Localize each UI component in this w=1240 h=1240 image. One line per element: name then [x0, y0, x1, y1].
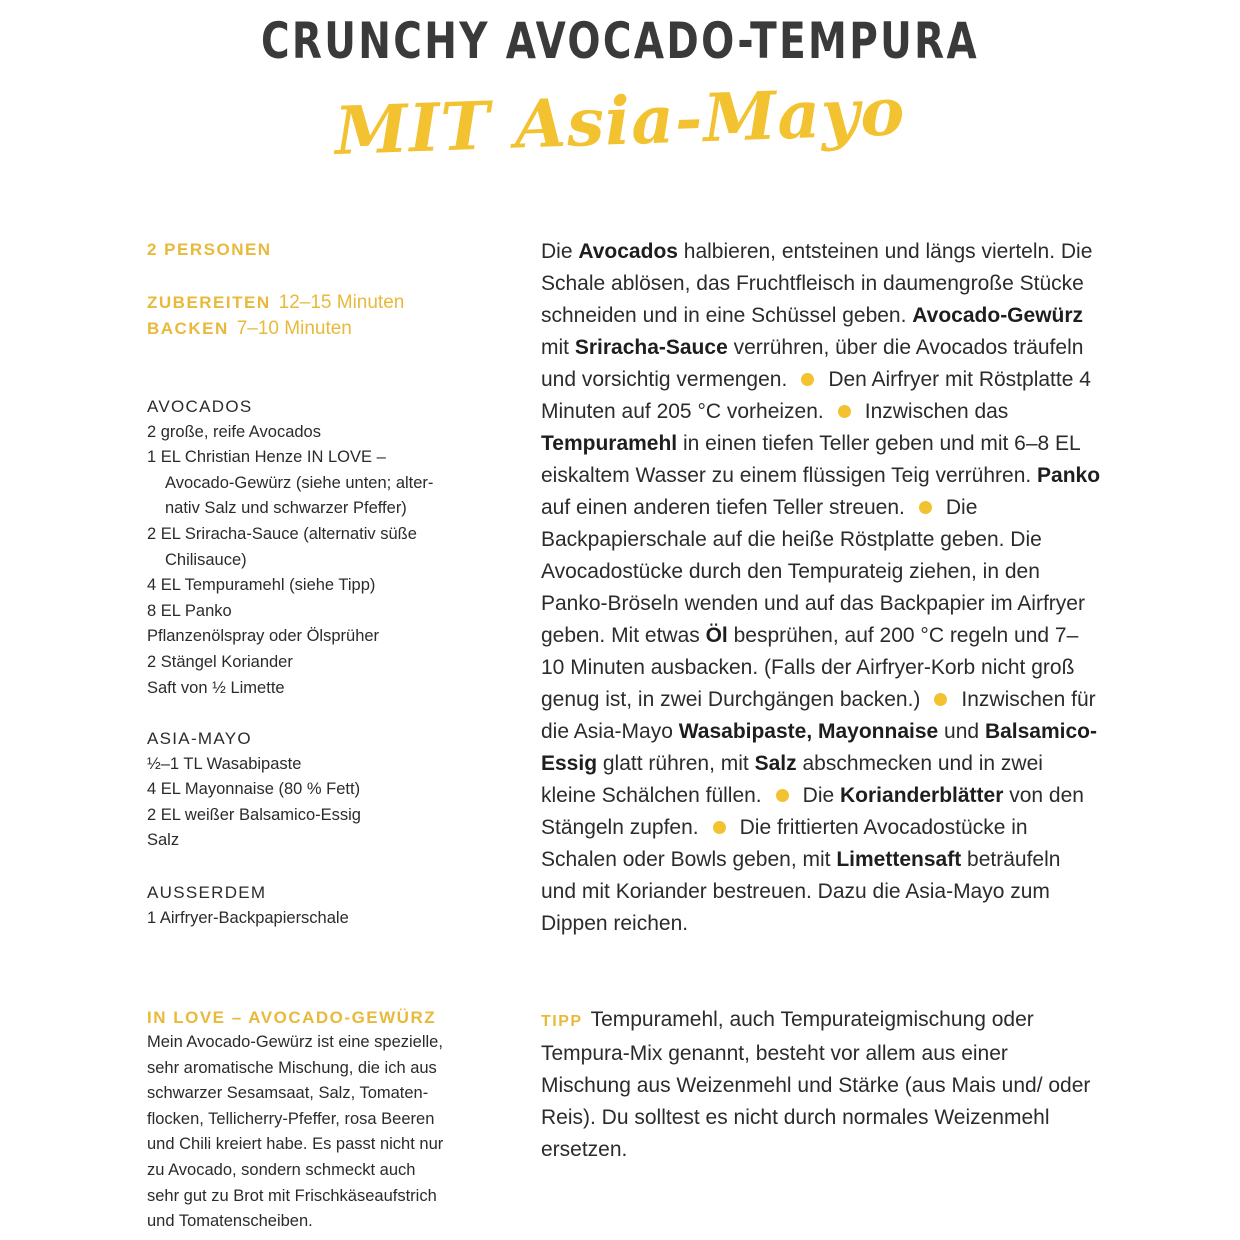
ingredients-ausserdem — [147, 880, 349, 931]
text-line: und Tomatenscheiben. — [147, 1212, 313, 1231]
bake-time-value: 7–10 Minuten — [236, 318, 352, 339]
ingredient-item: 4 EL Tempuramehl (siehe Tipp) — [147, 576, 376, 595]
highlight-ingredient: Öl — [705, 624, 728, 647]
instruction-text: besprühen, auf 200 °C regeln und 7–10 Minuten ausbacken. (Falls der Airfryer-Korb nicht groß genug ist, in zwei Durchgängen backen.) — [541, 624, 1079, 711]
text-line: flocken, Tellicherry-Pfeffer, rosa Beeren — [147, 1109, 435, 1128]
highlight-ingredient: Sriracha-Sauce — [574, 336, 728, 359]
ingredient-item: 8 EL Panko — [147, 601, 232, 620]
instruction-text: auf einen anderen tiefen Teller streuen. — [541, 496, 905, 519]
instruction-text: in einen tiefen Teller geben und mit 6–8 EL eiskaltem Wasser zu einem flüssigen Teig verrühren. — [541, 432, 1080, 487]
ingredients-avocados — [147, 394, 433, 701]
text-line: zu Avocado, sondern schmeckt auch — [147, 1160, 416, 1179]
prep-time-value: 12–15 Minuten — [278, 292, 405, 313]
section-heading: AVOCADOS — [147, 397, 253, 416]
ingredient-item: Salz — [147, 831, 180, 850]
ingredient-item: Avocado-Gewürz (siehe unten; alter- — [165, 473, 434, 492]
highlight-ingredient: Korianderblätter — [840, 784, 1004, 807]
ingredient-item: 2 Stängel Koriander — [147, 652, 293, 671]
instruction-text: glatt rühren, mit — [597, 752, 755, 775]
step-bullet-icon — [838, 405, 851, 418]
in-love-text — [147, 1030, 477, 1235]
text-line: sehr aromatische Mischung, die ich aus — [147, 1058, 437, 1077]
ingredient-item: 2 große, reife Avocados — [147, 422, 321, 441]
tip-label: TIPP — [541, 1013, 583, 1030]
step-bullet-icon — [934, 693, 947, 706]
instruction-text: und — [938, 720, 985, 743]
highlight-ingredient: Avocado-Gewürz — [912, 304, 1084, 327]
instruction-text: beträufeln und mit Koriander bestreuen. Dazu die Asia-Mayo zum Dippen reichen. — [541, 848, 1061, 935]
instruction-text: mit — [541, 336, 575, 359]
instructions-text — [541, 236, 1101, 940]
instruction-text: halbieren, entsteinen und längs vierteln. Die Schale ablösen, das Fruchtfleisch in daumengroße Stücke schneiden und in eine Schüssel geben. — [541, 240, 1093, 327]
ingredient-item: 2 EL weißer Balsamico-Essig — [147, 805, 361, 824]
instruction-text: Inzwischen das — [864, 400, 1009, 423]
ingredients-asia-mayo — [147, 726, 361, 854]
instruction-text: Die — [541, 240, 579, 263]
instruction-text: verrühren, über die Avocados träufeln und vorsichtig vermengen. — [541, 336, 1084, 391]
ingredient-item: 1 EL Christian Henze IN LOVE – — [147, 448, 386, 467]
instruction-text: Die — [802, 784, 841, 807]
highlight-ingredient: Salz — [754, 752, 797, 775]
prep-time — [147, 292, 404, 314]
instruction-text: Inzwischen für die Asia-Mayo — [541, 688, 1096, 743]
in-love-heading: IN LOVE – AVOCADO-GEWÜRZ — [147, 1008, 437, 1027]
instruction-text: Den Airfryer mit Röstplatte 4 Minuten auf 205 °C vorheizen. — [541, 368, 1091, 423]
section-heading: AUSSERDEM — [147, 883, 267, 902]
text-line: schwarzer Sesamsaat, Salz, Tomaten- — [147, 1084, 429, 1103]
ingredient-item: 1 Airfryer-Backpapierschale — [147, 908, 349, 927]
bake-time-label: BACKEN — [147, 319, 229, 338]
instruction-text: Die Backpapierschale auf die heiße Röstplatte geben. Die Avocadostücke durch den Tempurateig ziehen, in den Panko-Bröseln wenden und auf das Backpapier im Airfryer geben. Mit etwas — [541, 496, 1085, 647]
highlight-ingredient: Avocados — [578, 240, 678, 263]
instruction-text: Die frittierten Avocadostücke in Schalen oder Bowls geben, mit — [541, 816, 1028, 871]
instruction-text: abschmecken und in zwei kleine Schälchen füllen. — [541, 752, 1043, 807]
text-line: sehr gut zu Brot mit Frischkäseaufstrich — [147, 1186, 437, 1205]
ingredient-item: 4 EL Mayonnaise (80 % Fett) — [147, 780, 361, 799]
ingredient-item: ½–1 TL Wasabipaste — [147, 754, 302, 773]
in-love-box — [147, 1008, 477, 1235]
highlight-ingredient: Wasabipaste, Mayonnaise — [678, 720, 939, 743]
step-bullet-icon — [776, 789, 789, 802]
bake-time — [147, 318, 352, 340]
step-bullet-icon — [919, 501, 932, 514]
section-heading: ASIA-MAYO — [147, 729, 252, 748]
highlight-ingredient: Tempuramehl — [541, 432, 678, 455]
step-bullet-icon — [801, 373, 814, 386]
recipe-title: CRUNCHY AVOCADO-TEMPURA — [260, 12, 980, 70]
instruction-text: von den Stängeln zupfen. — [541, 784, 1084, 839]
ingredient-item: nativ Salz und schwarzer Pfeffer) — [165, 499, 407, 518]
ingredient-item: Chilisauce) — [165, 550, 247, 569]
highlight-ingredient: Limettensaft — [836, 848, 962, 871]
ingredient-item: 2 EL Sriracha-Sauce (alternativ süße — [147, 524, 417, 543]
ingredient-item: Saft von ½ Limette — [147, 678, 285, 697]
highlight-ingredient: Balsamico-Essig — [541, 720, 1097, 775]
tip-box — [541, 1004, 1101, 1166]
text-line: Mein Avocado-Gewürz ist eine spezielle, — [147, 1033, 443, 1051]
prep-time-label: ZUBEREITEN — [147, 293, 271, 312]
highlight-ingredient: Panko — [1037, 464, 1101, 487]
servings: 2 PERSONEN — [147, 240, 272, 259]
step-bullet-icon — [713, 821, 726, 834]
tip-text: Tempuramehl, auch Tempurateigmischung oder Tempura-Mix genannt, besteht vor allem aus einer Mischung aus Weizenmehl und Stärke (aus Mais und/ oder Reis). Du solltest es nicht durch normales Weizenmehl ersetzen. — [541, 1008, 1091, 1161]
recipe-subtitle: MIT Asia-Mayo — [333, 72, 907, 170]
text-line: und Chili kreiert habe. Es passt nicht nur — [147, 1135, 444, 1154]
ingredient-item: Pflanzenölspray oder Ölsprüher — [147, 627, 380, 646]
